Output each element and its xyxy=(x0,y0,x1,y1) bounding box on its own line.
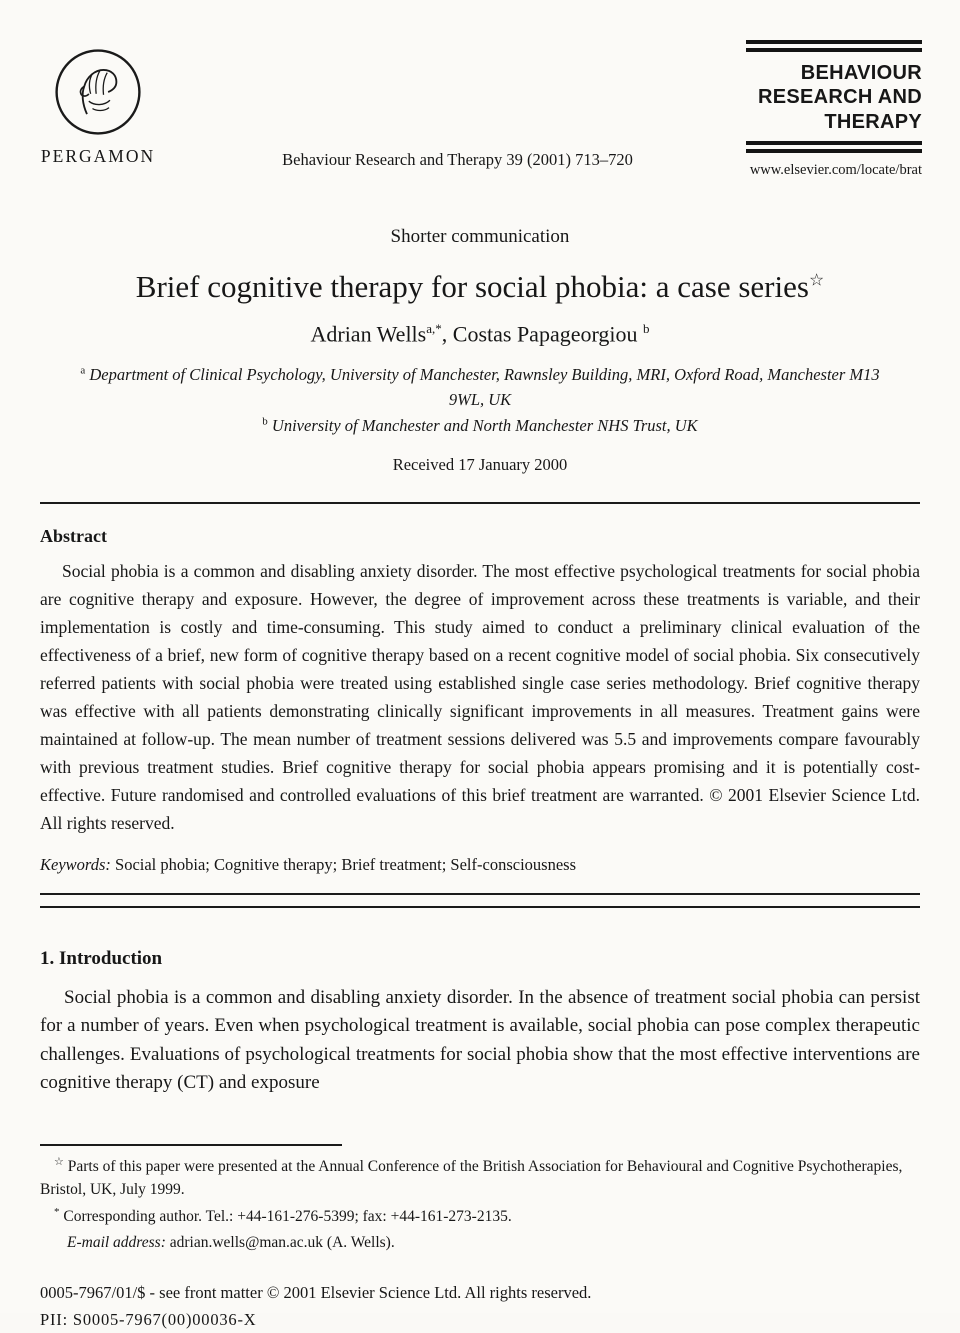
pii-line: PII: S0005-7967(00)00036-X xyxy=(40,1309,257,1329)
received-date: Received 17 January 2000 xyxy=(392,455,568,475)
divider-rule xyxy=(40,893,920,895)
article-title xyxy=(70,268,890,305)
publisher-name: PERGAMON xyxy=(40,146,156,166)
footnotes-block xyxy=(40,1154,920,1255)
article-content xyxy=(0,226,960,1333)
pergamon-logo-icon xyxy=(52,46,144,143)
article-type-label: Shorter communication xyxy=(390,226,570,247)
bottom-matter xyxy=(40,1280,920,1333)
divider-rule xyxy=(40,906,920,908)
journal-name-line: THERAPY xyxy=(824,110,922,133)
journal-website: www.elsevier.com/locate/brat xyxy=(749,162,922,179)
affiliation-text: Department of Clinical Psychology, University of Manchester, Rawnsley Building, MRI, Oxford Road, Manchester M13 9WL, UK xyxy=(89,364,880,410)
author-affiliation-marker: b xyxy=(643,321,650,337)
section-paragraph: Social phobia is a common and disabling anxiety disorder. In the absence of treatment social phobia can persist for a number of years. Even when psychological treatment is available, social phobia can pose complex therapeutic challenges. Evaluations of psychological treatments for social phobia show that the most effective interventions are cognitive therapy (CT) and exposure xyxy=(40,986,920,1094)
issn-copyright-line: 0005-7967/01/$ - see front matter © 2001 Elsevier Science Ltd. All rights reserved. xyxy=(40,1283,592,1303)
email-label: E-mail address: xyxy=(67,1233,166,1251)
affiliation-marker: a xyxy=(80,364,86,377)
footnote-text: Parts of this paper were presented at the Annual Conference of the British Association for Behavioural and Cognitive Psychotherapies, Bristol, UK, July 1999. xyxy=(40,1157,903,1199)
journal-name xyxy=(700,61,922,134)
masthead-top-rule xyxy=(746,40,922,52)
footnote-text: Corresponding author. Tel.: +44-161-276-5399; fax: +44-161-273-2135. xyxy=(63,1208,512,1226)
affiliation-line xyxy=(65,362,895,413)
abstract-heading: Abstract xyxy=(40,526,107,547)
footnote-presentation xyxy=(40,1154,920,1202)
footnote-asterisk-marker: * xyxy=(54,1205,60,1218)
journal-masthead xyxy=(700,40,922,179)
keywords-line xyxy=(40,855,920,875)
author-separator: , xyxy=(441,321,453,347)
footnote-corresponding-author xyxy=(40,1204,920,1229)
footnote-divider-rule xyxy=(40,1144,342,1146)
keywords-label: Keywords: xyxy=(40,854,111,874)
email-text: adrian.wells@man.ac.uk (A. Wells). xyxy=(169,1233,395,1251)
authors-line xyxy=(40,321,920,347)
divider-rule xyxy=(40,502,920,504)
affiliation-marker: b xyxy=(262,415,268,428)
abstract-text: Social phobia is a common and disabling anxiety disorder. The most effective psychological treatments for social phobia are cognitive therapy and exposure. However, the degree of improvement across these treatments is variable, and their implementation is costly and time-consuming. This study aimed to conduct a preliminary clinical evaluation of the effectiveness of a brief, new form of cognitive therapy based on a recent cognitive model of social phobia. Six consecutively referred patients with social phobia were treated using established single case series methodology. Brief cognitive therapy was effective with all patients demonstrating clinically significant improvements in all measures. Treatment gains were maintained at follow-up. The mean number of treatment sessions delivered was 5.5 and improvements compare favourably with previous treatment studies. Brief cognitive therapy for social phobia appears promising and it is potentially cost-effective. Future randomised and controlled evaluations of this brief treatment are warranted. © 2001 Elsevier Science Ltd. All rights reserved. xyxy=(40,561,920,834)
author-affiliation-marker: a,* xyxy=(426,321,442,337)
author-name: Costas Papageorgiou xyxy=(452,321,638,347)
author-name: Adrian Wells xyxy=(310,321,427,347)
journal-name-line: RESEARCH AND xyxy=(758,86,922,109)
affiliation-text: University of Manchester and North Manchester NHS Trust, UK xyxy=(271,415,698,435)
footnote-star-marker: ☆ xyxy=(54,1155,64,1168)
journal-name-line: BEHAVIOUR xyxy=(800,62,922,84)
article-title-text: Brief cognitive therapy for social phobia: a case series xyxy=(135,269,809,304)
keywords-text: Social phobia; Cognitive therapy; Brief treatment; Self-consciousness xyxy=(115,854,576,874)
journal-citation: Behaviour Research and Therapy 39 (2001) 713–720 xyxy=(282,150,633,169)
masthead-bottom-rule xyxy=(746,141,922,153)
page-header xyxy=(0,0,960,200)
section-heading-introduction: 1. Introduction xyxy=(40,947,163,969)
affiliations xyxy=(65,362,895,439)
affiliation-line xyxy=(65,413,895,439)
footnote-email xyxy=(40,1231,920,1255)
title-footnote-marker: ☆ xyxy=(808,270,825,290)
